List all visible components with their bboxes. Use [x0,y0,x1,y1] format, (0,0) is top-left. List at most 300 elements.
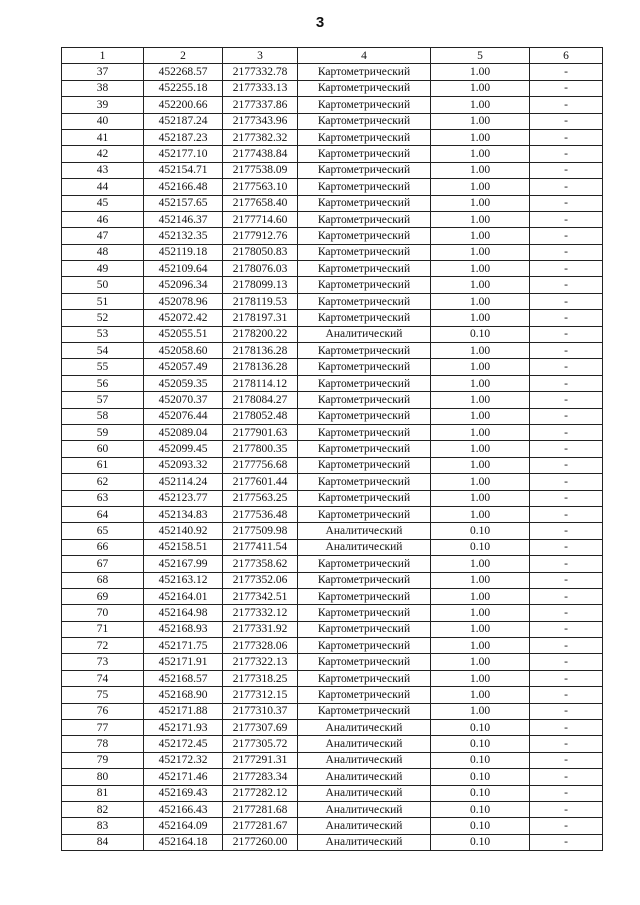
accuracy-cell: 1.00 [431,703,530,719]
accuracy-cell: 1.00 [431,490,530,506]
accuracy-cell: 1.00 [431,261,530,277]
x-coordinate-cell: 452187.23 [144,129,223,145]
accuracy-cell: 1.00 [431,621,530,637]
method-cell: Картометрический [298,621,431,637]
note-cell: - [530,785,603,801]
table-row [62,457,603,473]
x-coordinate-cell: 452157.65 [144,195,223,211]
y-coordinate-cell: 2178197.31 [223,310,298,326]
note-cell: - [530,129,603,145]
point-number-cell: 69 [62,588,144,604]
accuracy-cell: 1.00 [431,605,530,621]
point-number-cell: 48 [62,244,144,260]
note-cell: - [530,80,603,96]
table-row [62,211,603,227]
table-row [62,736,603,752]
note-cell: - [530,818,603,834]
point-number-cell: 77 [62,720,144,736]
accuracy-cell: 1.00 [431,113,530,129]
note-cell: - [530,506,603,522]
note-cell: - [530,162,603,178]
point-number-cell: 71 [62,621,144,637]
x-coordinate-cell: 452168.57 [144,670,223,686]
point-number-cell: 66 [62,539,144,555]
table-row [62,572,603,588]
note-cell: - [530,392,603,408]
method-cell: Картометрический [298,359,431,375]
y-coordinate-cell: 2177658.40 [223,195,298,211]
note-cell: - [530,621,603,637]
note-cell: - [530,310,603,326]
accuracy-cell: 1.00 [431,424,530,440]
point-number-cell: 65 [62,523,144,539]
note-cell: - [530,638,603,654]
accuracy-cell: 1.00 [431,179,530,195]
note-cell: - [530,408,603,424]
point-number-cell: 80 [62,769,144,785]
y-coordinate-cell: 2177337.86 [223,97,298,113]
accuracy-cell: 1.00 [431,293,530,309]
method-cell: Картометрический [298,211,431,227]
table-row [62,506,603,522]
note-cell: - [530,228,603,244]
point-number-cell: 39 [62,97,144,113]
x-coordinate-cell: 452070.37 [144,392,223,408]
accuracy-cell: 1.00 [431,162,530,178]
point-number-cell: 81 [62,785,144,801]
y-coordinate-cell: 2177307.69 [223,720,298,736]
column-header: 3 [223,48,298,64]
accuracy-cell: 1.00 [431,556,530,572]
y-coordinate-cell: 2177538.09 [223,162,298,178]
note-cell: - [530,490,603,506]
accuracy-cell: 0.10 [431,539,530,555]
y-coordinate-cell: 2178050.83 [223,244,298,260]
note-cell: - [530,457,603,473]
method-cell: Аналитический [298,785,431,801]
method-cell: Аналитический [298,539,431,555]
y-coordinate-cell: 2177411.54 [223,539,298,555]
point-number-cell: 78 [62,736,144,752]
method-cell: Картометрический [298,670,431,686]
column-header: 5 [431,48,530,64]
y-coordinate-cell: 2178084.27 [223,392,298,408]
method-cell: Картометрический [298,490,431,506]
accuracy-cell: 1.00 [431,195,530,211]
method-cell: Аналитический [298,769,431,785]
accuracy-cell: 1.00 [431,654,530,670]
table-row [62,375,603,391]
note-cell: - [530,359,603,375]
table-row [62,64,603,80]
accuracy-cell: 0.10 [431,785,530,801]
accuracy-cell: 1.00 [431,441,530,457]
table-row [62,326,603,342]
point-number-cell: 38 [62,80,144,96]
x-coordinate-cell: 452169.43 [144,785,223,801]
accuracy-cell: 1.00 [431,146,530,162]
method-cell: Картометрический [298,441,431,457]
point-number-cell: 49 [62,261,144,277]
x-coordinate-cell: 452078.96 [144,293,223,309]
note-cell: - [530,326,603,342]
x-coordinate-cell: 452058.60 [144,343,223,359]
method-cell: Аналитический [298,326,431,342]
accuracy-cell: 1.00 [431,408,530,424]
point-number-cell: 44 [62,179,144,195]
y-coordinate-cell: 2178076.03 [223,261,298,277]
x-coordinate-cell: 452168.90 [144,687,223,703]
x-coordinate-cell: 452099.45 [144,441,223,457]
table-row [62,162,603,178]
x-coordinate-cell: 452164.09 [144,818,223,834]
y-coordinate-cell: 2178136.28 [223,343,298,359]
note-cell: - [530,605,603,621]
method-cell: Картометрический [298,572,431,588]
x-coordinate-cell: 452200.66 [144,97,223,113]
x-coordinate-cell: 452171.46 [144,769,223,785]
point-number-cell: 57 [62,392,144,408]
y-coordinate-cell: 2177714.60 [223,211,298,227]
table-header-row [62,48,603,64]
note-cell: - [530,572,603,588]
accuracy-cell: 1.00 [431,228,530,244]
accuracy-cell: 1.00 [431,359,530,375]
point-number-cell: 64 [62,506,144,522]
point-number-cell: 43 [62,162,144,178]
accuracy-cell: 1.00 [431,244,530,260]
point-number-cell: 84 [62,834,144,850]
y-coordinate-cell: 2178200.22 [223,326,298,342]
table-row [62,638,603,654]
note-cell: - [530,654,603,670]
note-cell: - [530,179,603,195]
x-coordinate-cell: 452168.93 [144,621,223,637]
table-row [62,261,603,277]
table-row [62,129,603,145]
x-coordinate-cell: 452167.99 [144,556,223,572]
method-cell: Аналитический [298,736,431,752]
table-row [62,277,603,293]
x-coordinate-cell: 452164.01 [144,588,223,604]
y-coordinate-cell: 2177281.68 [223,801,298,817]
method-cell: Картометрический [298,638,431,654]
method-cell: Картометрический [298,244,431,260]
note-cell: - [530,769,603,785]
x-coordinate-cell: 452164.18 [144,834,223,850]
note-cell: - [530,703,603,719]
point-number-cell: 47 [62,228,144,244]
x-coordinate-cell: 452114.24 [144,474,223,490]
table-row [62,310,603,326]
note-cell: - [530,146,603,162]
point-number-cell: 45 [62,195,144,211]
note-cell: - [530,293,603,309]
y-coordinate-cell: 2177312.15 [223,687,298,703]
y-coordinate-cell: 2177352.06 [223,572,298,588]
method-cell: Картометрический [298,97,431,113]
accuracy-cell: 1.00 [431,506,530,522]
table-row [62,621,603,637]
y-coordinate-cell: 2177305.72 [223,736,298,752]
method-cell: Аналитический [298,818,431,834]
note-cell: - [530,588,603,604]
table-row [62,605,603,621]
accuracy-cell: 0.10 [431,326,530,342]
method-cell: Картометрический [298,277,431,293]
method-cell: Картометрический [298,146,431,162]
accuracy-cell: 0.10 [431,818,530,834]
note-cell: - [530,523,603,539]
accuracy-cell: 1.00 [431,80,530,96]
point-number-cell: 53 [62,326,144,342]
point-number-cell: 54 [62,343,144,359]
table-row [62,97,603,113]
x-coordinate-cell: 452166.43 [144,801,223,817]
method-cell: Картометрический [298,408,431,424]
y-coordinate-cell: 2177358.62 [223,556,298,572]
accuracy-cell: 1.00 [431,211,530,227]
note-cell: - [530,261,603,277]
table-row [62,228,603,244]
method-cell: Картометрический [298,113,431,129]
note-cell: - [530,834,603,850]
y-coordinate-cell: 2177332.78 [223,64,298,80]
y-coordinate-cell: 2177343.96 [223,113,298,129]
y-coordinate-cell: 2178114.12 [223,375,298,391]
accuracy-cell: 0.10 [431,834,530,850]
table-row [62,113,603,129]
point-number-cell: 76 [62,703,144,719]
table-row [62,818,603,834]
y-coordinate-cell: 2177800.35 [223,441,298,457]
y-coordinate-cell: 2177509.98 [223,523,298,539]
x-coordinate-cell: 452171.91 [144,654,223,670]
x-coordinate-cell: 452132.35 [144,228,223,244]
table-row [62,424,603,440]
table-row [62,392,603,408]
table-row [62,834,603,850]
x-coordinate-cell: 452163.12 [144,572,223,588]
table-row [62,179,603,195]
y-coordinate-cell: 2177322.13 [223,654,298,670]
y-coordinate-cell: 2177756.68 [223,457,298,473]
y-coordinate-cell: 2177333.13 [223,80,298,96]
table-row [62,474,603,490]
method-cell: Картометрический [298,195,431,211]
table-row [62,588,603,604]
method-cell: Картометрический [298,703,431,719]
accuracy-cell: 0.10 [431,769,530,785]
method-cell: Картометрический [298,605,431,621]
note-cell: - [530,720,603,736]
x-coordinate-cell: 452268.57 [144,64,223,80]
accuracy-cell: 1.00 [431,588,530,604]
y-coordinate-cell: 2177438.84 [223,146,298,162]
note-cell: - [530,64,603,80]
coordinates-table [61,47,603,851]
y-coordinate-cell: 2177318.25 [223,670,298,686]
method-cell: Аналитический [298,720,431,736]
note-cell: - [530,441,603,457]
note-cell: - [530,211,603,227]
x-coordinate-cell: 452072.42 [144,310,223,326]
y-coordinate-cell: 2177282.12 [223,785,298,801]
table-row [62,244,603,260]
table-row [62,801,603,817]
note-cell: - [530,97,603,113]
note-cell: - [530,343,603,359]
y-coordinate-cell: 2177283.34 [223,769,298,785]
table-row [62,441,603,457]
accuracy-cell: 1.00 [431,64,530,80]
accuracy-cell: 1.00 [431,687,530,703]
note-cell: - [530,687,603,703]
column-header: 6 [530,48,603,64]
y-coordinate-cell: 2178119.53 [223,293,298,309]
method-cell: Картометрический [298,424,431,440]
x-coordinate-cell: 452158.51 [144,539,223,555]
note-cell: - [530,736,603,752]
column-header: 2 [144,48,223,64]
note-cell: - [530,670,603,686]
x-coordinate-cell: 452123.77 [144,490,223,506]
x-coordinate-cell: 452057.49 [144,359,223,375]
note-cell: - [530,801,603,817]
note-cell: - [530,539,603,555]
x-coordinate-cell: 452119.18 [144,244,223,260]
y-coordinate-cell: 2178099.13 [223,277,298,293]
method-cell: Картометрический [298,457,431,473]
point-number-cell: 60 [62,441,144,457]
x-coordinate-cell: 452166.48 [144,179,223,195]
note-cell: - [530,424,603,440]
table-row [62,654,603,670]
point-number-cell: 62 [62,474,144,490]
point-number-cell: 79 [62,752,144,768]
x-coordinate-cell: 452146.37 [144,211,223,227]
note-cell: - [530,474,603,490]
x-coordinate-cell: 452093.32 [144,457,223,473]
y-coordinate-cell: 2177536.48 [223,506,298,522]
point-number-cell: 72 [62,638,144,654]
point-number-cell: 63 [62,490,144,506]
table-row [62,80,603,96]
accuracy-cell: 1.00 [431,670,530,686]
accuracy-cell: 1.00 [431,375,530,391]
point-number-cell: 82 [62,801,144,817]
method-cell: Аналитический [298,752,431,768]
x-coordinate-cell: 452171.75 [144,638,223,654]
point-number-cell: 73 [62,654,144,670]
method-cell: Картометрический [298,129,431,145]
point-number-cell: 46 [62,211,144,227]
method-cell: Картометрический [298,261,431,277]
accuracy-cell: 1.00 [431,474,530,490]
accuracy-cell: 1.00 [431,343,530,359]
accuracy-cell: 0.10 [431,801,530,817]
method-cell: Картометрический [298,343,431,359]
x-coordinate-cell: 452109.64 [144,261,223,277]
point-number-cell: 59 [62,424,144,440]
method-cell: Картометрический [298,392,431,408]
table-row [62,293,603,309]
x-coordinate-cell: 452059.35 [144,375,223,391]
table-row [62,785,603,801]
point-number-cell: 37 [62,64,144,80]
note-cell: - [530,556,603,572]
point-number-cell: 58 [62,408,144,424]
y-coordinate-cell: 2177382.32 [223,129,298,145]
table-row [62,752,603,768]
table-row [62,769,603,785]
x-coordinate-cell: 452134.83 [144,506,223,522]
accuracy-cell: 0.10 [431,736,530,752]
point-number-cell: 61 [62,457,144,473]
y-coordinate-cell: 2178052.48 [223,408,298,424]
accuracy-cell: 1.00 [431,277,530,293]
y-coordinate-cell: 2177563.25 [223,490,298,506]
accuracy-cell: 1.00 [431,129,530,145]
method-cell: Картометрический [298,293,431,309]
point-number-cell: 51 [62,293,144,309]
accuracy-cell: 1.00 [431,572,530,588]
x-coordinate-cell: 452187.24 [144,113,223,129]
y-coordinate-cell: 2177281.67 [223,818,298,834]
page-number: 3 [315,14,325,31]
y-coordinate-cell: 2177342.51 [223,588,298,604]
x-coordinate-cell: 452172.45 [144,736,223,752]
point-number-cell: 41 [62,129,144,145]
x-coordinate-cell: 452171.88 [144,703,223,719]
method-cell: Картометрический [298,228,431,244]
method-cell: Картометрический [298,162,431,178]
point-number-cell: 83 [62,818,144,834]
method-cell: Аналитический [298,801,431,817]
method-cell: Картометрический [298,179,431,195]
x-coordinate-cell: 452076.44 [144,408,223,424]
y-coordinate-cell: 2177310.37 [223,703,298,719]
point-number-cell: 50 [62,277,144,293]
method-cell: Картометрический [298,375,431,391]
y-coordinate-cell: 2177563.10 [223,179,298,195]
y-coordinate-cell: 2177291.31 [223,752,298,768]
table-row [62,703,603,719]
accuracy-cell: 0.10 [431,523,530,539]
method-cell: Картометрический [298,506,431,522]
point-number-cell: 74 [62,670,144,686]
method-cell: Аналитический [298,523,431,539]
point-number-cell: 40 [62,113,144,129]
point-number-cell: 75 [62,687,144,703]
table-row [62,720,603,736]
note-cell: - [530,752,603,768]
y-coordinate-cell: 2177331.92 [223,621,298,637]
table-row [62,343,603,359]
point-number-cell: 55 [62,359,144,375]
method-cell: Картометрический [298,80,431,96]
point-number-cell: 42 [62,146,144,162]
method-cell: Картометрический [298,474,431,490]
table-row [62,490,603,506]
method-cell: Аналитический [298,834,431,850]
x-coordinate-cell: 452154.71 [144,162,223,178]
table-row [62,359,603,375]
y-coordinate-cell: 2177260.00 [223,834,298,850]
note-cell: - [530,113,603,129]
method-cell: Картометрический [298,588,431,604]
x-coordinate-cell: 452172.32 [144,752,223,768]
